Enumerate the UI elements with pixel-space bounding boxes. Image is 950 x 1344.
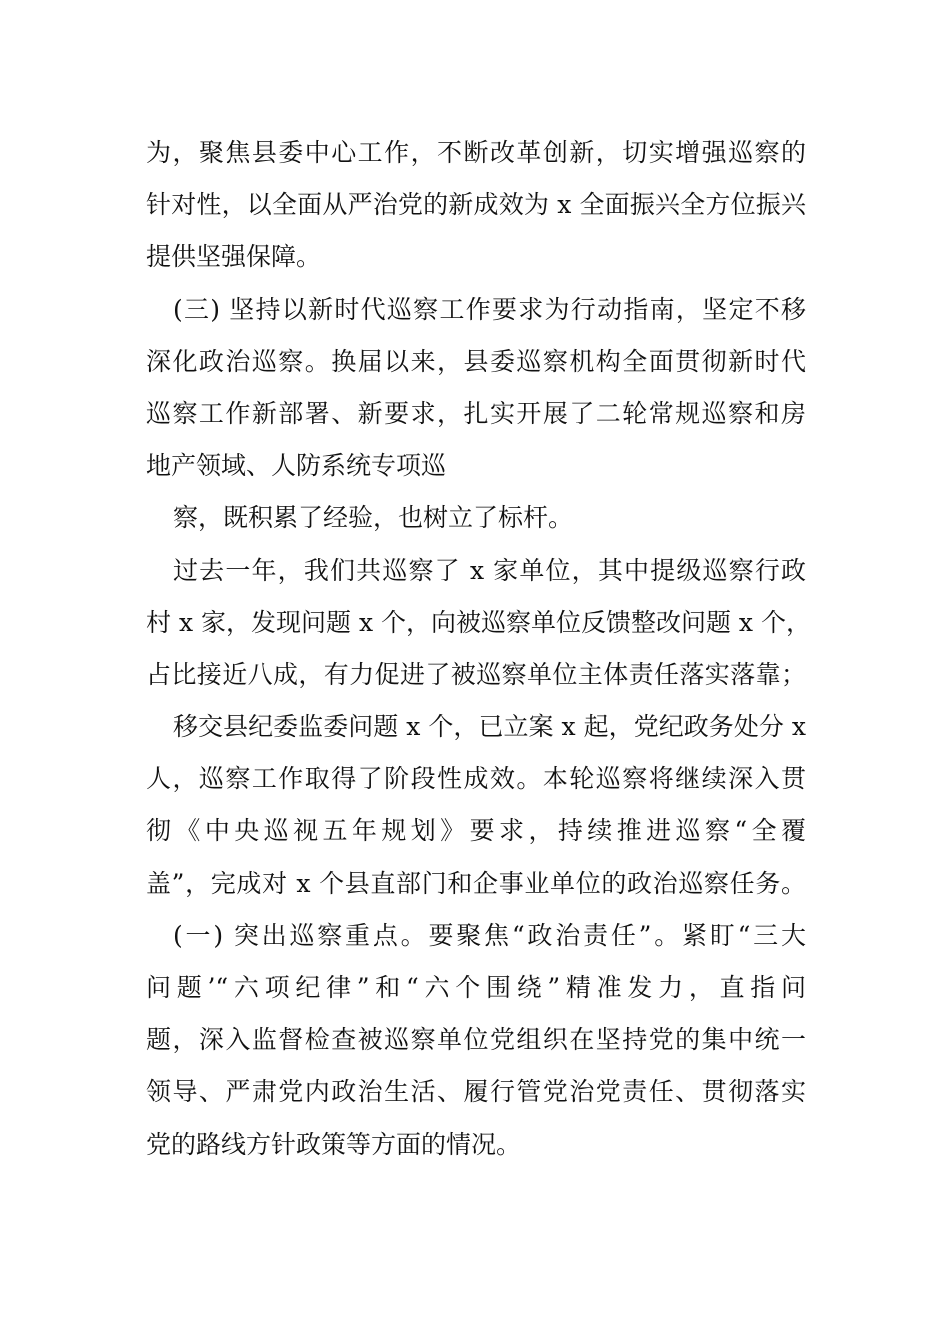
text-line: 深化政治巡察。换届以来，县委巡察机构全面贯彻新时代 [146, 346, 806, 376]
text-line: 题，深入监督检查被巡察单位党组织在坚持党的集中统一 [146, 1025, 806, 1055]
text-line: 过去一年，我们共巡察了 x 家单位，其中提级巡察行政 [173, 555, 806, 585]
text-line: 问题’“六项纪律”和“六个围绕”精准发力，直指问 [146, 973, 806, 1002]
text-line: 党的路线方针政策等方面的情况。 [146, 1129, 522, 1159]
text-line: 村 x 家，发现问题 x 个，向被巡察单位反馈整改问题 x 个， [146, 607, 811, 637]
document-body [146, 127, 811, 1171]
text-line: 察，既积累了经验，也树立了标杆。 [173, 503, 574, 533]
text-line: (三) 坚持以新时代巡察工作要求为行动指南，坚定不移 [173, 294, 806, 324]
text-line: 针对性，以全面从严治党的新成效为 x 全面振兴全方位振兴 [146, 190, 806, 220]
text-line: 占比接近八成，有力促进了被巡察单位主体责任落实落靠； [146, 659, 806, 689]
text-line: 巡察工作新部署、新要求，扎实开展了二轮常规巡察和房 [146, 398, 806, 428]
text-line: 彻《中央巡视五年规划》要求，持续推进巡察“全覆 [146, 816, 806, 846]
text-line: 盖”，完成对 x 个县直部门和企事业单位的政治巡察任务。 [146, 868, 806, 898]
text-line: (一) 突出巡察重点。要聚焦“政治责任”。紧盯“三大 [173, 920, 806, 950]
text-line: 移交县纪委监委问题 x 个，已立案 x 起，党纪政务处分 x [173, 712, 806, 742]
text-line: 地产领域、人防系统专项巡 [146, 451, 447, 481]
text-line: 为，聚焦县委中心工作，不断改革创新，切实增强巡察的 [146, 138, 806, 167]
text-line: 人，巡察工作取得了阶段性成效。本轮巡察将继续深入贯 [146, 764, 806, 794]
text-line: 领导、严肃党内政治生活、履行管党治党责任、贯彻落实 [146, 1077, 806, 1107]
text-line: 提供坚强保障。 [146, 242, 322, 272]
